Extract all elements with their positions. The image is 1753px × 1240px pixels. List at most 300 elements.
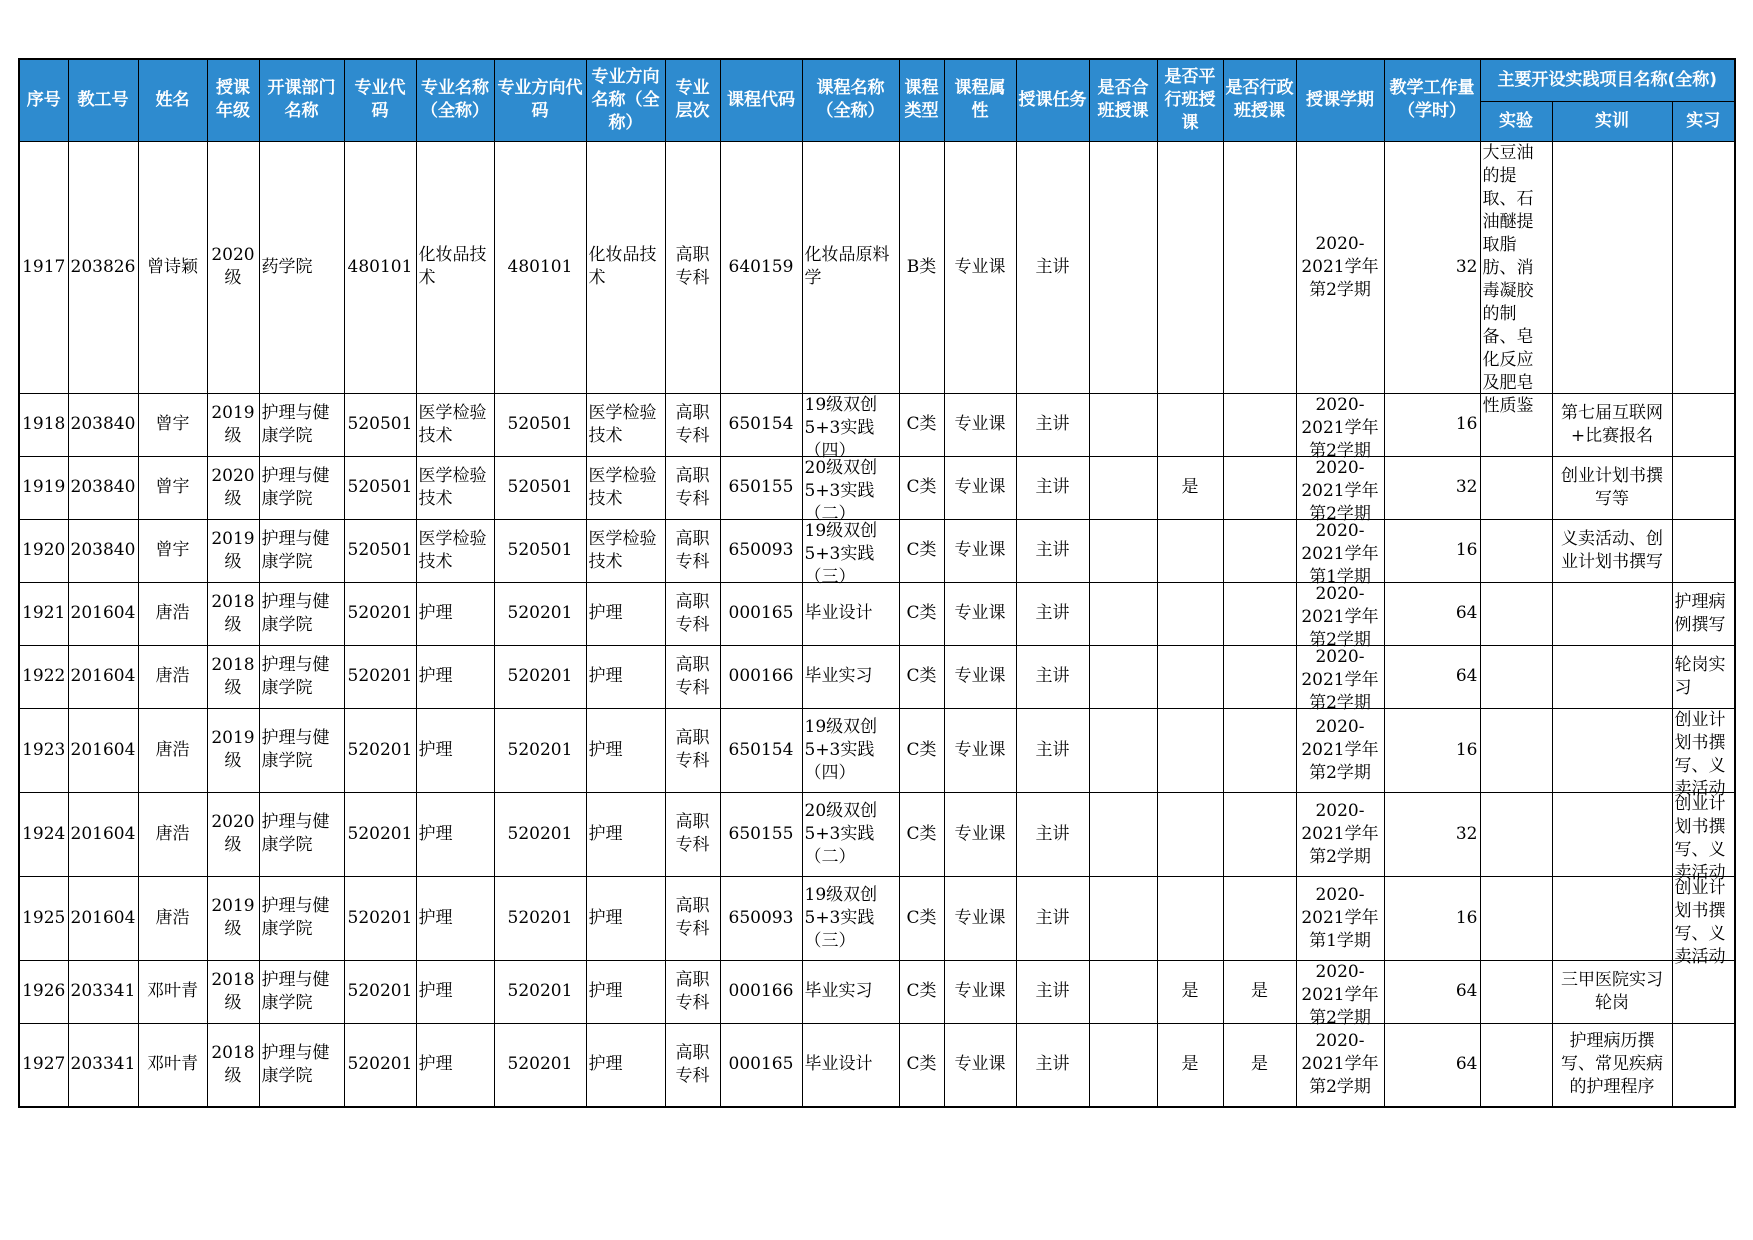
cell-text-staff-id: 203341 — [70, 1054, 136, 1075]
cell-dept — [259, 456, 344, 519]
header-parallel: 是否平行班授课 — [1157, 59, 1223, 141]
cell-text-grade: 2020级 — [211, 245, 255, 288]
cell-text-course-code: 640159 — [728, 256, 794, 277]
cell-seq — [19, 456, 68, 519]
cell-dir-code — [494, 582, 586, 645]
cell-text-dir-code: 520201 — [507, 907, 573, 928]
cell-name — [138, 519, 207, 582]
cell-text-dir-name: 医学检验技术 — [588, 402, 657, 446]
cell-task — [1016, 792, 1089, 876]
cell-text-level: 高职专科 — [675, 728, 710, 771]
cell-internship — [1672, 960, 1735, 1023]
cell-text-staff-id: 203840 — [70, 540, 136, 560]
header-course-attr: 课程属性 — [944, 59, 1016, 141]
cell-text-task: 主讲 — [1035, 1054, 1070, 1075]
cell-text-dir-name: 护理 — [588, 907, 623, 928]
cell-major-name — [416, 393, 494, 456]
table-row — [19, 876, 1735, 960]
cell-staff-id — [68, 456, 138, 519]
cell-course-type — [899, 708, 944, 792]
cell-admin-class — [1223, 708, 1296, 792]
cell-course-attr — [944, 456, 1016, 519]
cell-text-term: 2020-2021学年第2学期 — [1301, 233, 1379, 300]
cell-course-attr — [944, 645, 1016, 708]
cell-internship — [1672, 141, 1735, 393]
cell-hours — [1384, 708, 1480, 792]
cell-dir-code — [494, 393, 586, 456]
cell-merged — [1089, 141, 1157, 393]
cell-experiment — [1480, 876, 1552, 960]
cell-text-course-code: 650155 — [728, 823, 794, 844]
cell-merged — [1089, 456, 1157, 519]
cell-text-term: 2020-2021学年第2学期 — [1301, 647, 1379, 713]
cell-course-attr — [944, 960, 1016, 1023]
cell-text-course-name: 毕业设计 — [804, 1054, 873, 1075]
cell-text-major-code: 520201 — [347, 907, 413, 928]
cell-merged — [1089, 792, 1157, 876]
cell-text-hours: 64 — [1455, 981, 1478, 1001]
cell-text-task: 主讲 — [1035, 477, 1070, 497]
cell-text-staff-id: 203840 — [70, 414, 136, 434]
header-name: 姓名 — [138, 59, 207, 141]
cell-text-dir-name: 护理 — [588, 981, 623, 1001]
cell-major-name — [416, 456, 494, 519]
cell-course-code — [720, 792, 802, 876]
cell-task — [1016, 519, 1089, 582]
cell-text-course-attr: 专业课 — [954, 540, 1006, 560]
cell-text-task: 主讲 — [1035, 256, 1070, 277]
cell-text-dir-name: 护理 — [588, 739, 623, 760]
cell-term — [1296, 645, 1384, 713]
cell-course-code — [720, 582, 802, 645]
cell-text-name: 唐浩 — [155, 603, 190, 623]
cell-text-grade: 2019级 — [211, 728, 255, 771]
cell-text-grade: 2019级 — [211, 528, 255, 572]
header-seq: 序号 — [19, 59, 68, 141]
cell-text-name: 唐浩 — [155, 907, 190, 928]
cell-term — [1296, 519, 1384, 587]
cell-level — [665, 792, 720, 876]
cell-course-code — [720, 1023, 802, 1107]
cell-text-major-name: 医学检验技术 — [418, 465, 487, 509]
cell-text-name: 邓叶青 — [147, 1054, 198, 1075]
cell-seq — [19, 582, 68, 645]
cell-text-dept: 药学院 — [261, 256, 313, 277]
cell-course-code — [720, 960, 802, 1023]
cell-level — [665, 582, 720, 645]
cell-internship — [1672, 1023, 1735, 1107]
cell-grade — [207, 456, 259, 519]
cell-course-attr — [944, 1023, 1016, 1107]
cell-text-course-type: C类 — [906, 739, 937, 760]
cell-course-name — [802, 141, 899, 393]
cell-dir-name — [586, 582, 665, 645]
cell-course-code — [720, 456, 802, 519]
cell-course-name — [802, 708, 899, 792]
cell-text-term: 2020-2021学年第2学期 — [1301, 716, 1379, 783]
cell-text-training: 第七届互联网+比赛报名 — [1561, 402, 1663, 446]
cell-major-name — [416, 792, 494, 876]
cell-dir-name — [586, 141, 665, 393]
cell-text-name: 唐浩 — [155, 823, 190, 844]
cell-course-name — [802, 645, 899, 708]
cell-merged — [1089, 645, 1157, 708]
cell-level — [665, 708, 720, 792]
cell-name — [138, 960, 207, 1023]
cell-grade — [207, 792, 259, 876]
cell-task — [1016, 456, 1089, 519]
cell-text-major-name: 护理 — [418, 603, 453, 623]
cell-text-course-attr: 专业课 — [954, 739, 1006, 760]
cell-text-major-code: 520201 — [347, 981, 413, 1001]
cell-text-course-code: 000166 — [728, 981, 794, 1001]
cell-seq — [19, 792, 68, 876]
cell-text-dir-code: 480101 — [507, 256, 573, 277]
cell-course-attr — [944, 141, 1016, 393]
cell-text-dir-code: 520201 — [507, 739, 573, 760]
cell-text-seq: 1920 — [22, 540, 66, 560]
cell-text-seq: 1921 — [22, 603, 66, 623]
cell-task — [1016, 876, 1089, 960]
cell-text-hours: 32 — [1455, 256, 1478, 277]
cell-text-task: 主讲 — [1035, 666, 1070, 686]
cell-course-name — [802, 960, 899, 1023]
cell-text-major-code: 520501 — [347, 414, 413, 434]
cell-text-dir-name: 护理 — [588, 666, 623, 686]
cell-text-grade: 2019级 — [211, 402, 255, 446]
cell-term — [1296, 708, 1384, 792]
cell-experiment — [1480, 582, 1552, 645]
cell-hours — [1384, 645, 1480, 708]
cell-task — [1016, 960, 1089, 1023]
cell-dir-name — [586, 960, 665, 1023]
cell-text-course-type: B类 — [906, 256, 937, 277]
table-row — [19, 456, 1735, 519]
cell-text-dept: 护理与健康学院 — [261, 812, 330, 855]
cell-text-major-name: 护理 — [418, 666, 453, 686]
cell-text-course-type: C类 — [906, 477, 937, 497]
cell-dir-code — [494, 141, 586, 393]
cell-text-major-name: 护理 — [418, 1054, 453, 1075]
cell-text-dept: 护理与健康学院 — [261, 728, 330, 771]
cell-admin-class — [1223, 792, 1296, 876]
cell-course-code — [720, 645, 802, 708]
cell-course-attr — [944, 876, 1016, 960]
cell-major-name — [416, 519, 494, 582]
cell-internship — [1672, 645, 1735, 708]
cell-admin-class — [1223, 645, 1296, 708]
header-practice-group: 主要开设实践项目名称(全称) — [1480, 59, 1735, 101]
cell-text-term: 2020-2021学年第2学期 — [1301, 584, 1379, 650]
cell-text-dept: 护理与健康学院 — [261, 402, 330, 446]
cell-dept — [259, 582, 344, 645]
cell-text-seq: 1923 — [22, 739, 66, 760]
cell-text-major-name: 护理 — [418, 823, 453, 844]
cell-text-major-code: 520201 — [347, 1054, 413, 1075]
cell-major-code — [344, 960, 416, 1023]
cell-major-name — [416, 645, 494, 708]
cell-text-major-code: 520201 — [347, 603, 413, 623]
cell-term — [1296, 582, 1384, 650]
cell-text-term: 2020-2021学年第1学期 — [1301, 884, 1379, 951]
cell-training — [1552, 1023, 1672, 1107]
cell-dept — [259, 792, 344, 876]
cell-parallel — [1157, 393, 1223, 456]
cell-text-task: 主讲 — [1035, 907, 1070, 928]
cell-text-major-code: 520201 — [347, 823, 413, 844]
cell-internship — [1672, 876, 1735, 967]
cell-staff-id — [68, 519, 138, 582]
cell-major-code — [344, 393, 416, 456]
cell-course-type — [899, 141, 944, 393]
cell-task — [1016, 645, 1089, 708]
cell-seq — [19, 876, 68, 960]
cell-dir-name — [586, 645, 665, 708]
cell-text-name: 唐浩 — [155, 739, 190, 760]
cell-level — [665, 393, 720, 456]
cell-text-dir-name: 护理 — [588, 1054, 623, 1075]
cell-training — [1552, 708, 1672, 792]
cell-text-grade: 2018级 — [211, 591, 255, 635]
header-experiment: 实验 — [1480, 101, 1552, 141]
cell-hours — [1384, 519, 1480, 582]
table-row — [19, 792, 1735, 876]
cell-text-dir-code: 520201 — [507, 603, 573, 623]
cell-text-course-name: 毕业设计 — [804, 603, 873, 623]
cell-seq — [19, 960, 68, 1023]
cell-training — [1552, 792, 1672, 876]
cell-dir-name — [586, 456, 665, 519]
cell-text-dept: 护理与健康学院 — [261, 896, 330, 939]
cell-experiment — [1480, 519, 1552, 582]
cell-parallel — [1157, 792, 1223, 876]
cell-text-dir-code: 520501 — [507, 477, 573, 497]
cell-merged — [1089, 960, 1157, 1023]
cell-experiment — [1480, 141, 1552, 416]
cell-term — [1296, 876, 1384, 960]
cell-text-course-code: 650155 — [728, 477, 794, 497]
cell-course-type — [899, 519, 944, 582]
cell-text-course-attr: 专业课 — [954, 823, 1006, 844]
cell-experiment — [1480, 1023, 1552, 1107]
cell-text-staff-id: 201604 — [70, 603, 136, 623]
cell-training — [1552, 876, 1672, 960]
header-major-name: 专业名称（全称） — [416, 59, 494, 141]
cell-text-training: 三甲医院实习轮岗 — [1561, 969, 1663, 1013]
cell-text-training: 义卖活动、创业计划书撰写 — [1561, 528, 1663, 572]
cell-text-course-code: 000165 — [728, 1054, 794, 1075]
cell-experiment — [1480, 456, 1552, 519]
cell-text-task: 主讲 — [1035, 414, 1070, 434]
header-merged: 是否合班授课 — [1089, 59, 1157, 141]
cell-text-course-type: C类 — [906, 1054, 937, 1075]
cell-dir-name — [586, 708, 665, 792]
cell-dept — [259, 708, 344, 792]
cell-course-name — [802, 582, 899, 645]
cell-text-staff-id: 201604 — [70, 823, 136, 844]
cell-parallel — [1157, 141, 1223, 393]
cell-text-seq: 1922 — [22, 666, 66, 686]
cell-training — [1552, 645, 1672, 708]
cell-text-term: 2020-2021学年第2学期 — [1301, 458, 1379, 524]
cell-parallel — [1157, 519, 1223, 582]
cell-grade — [207, 645, 259, 708]
cell-hours — [1384, 876, 1480, 960]
cell-staff-id — [68, 645, 138, 708]
cell-text-course-attr: 专业课 — [954, 603, 1006, 623]
cell-text-course-name: 化妆品原料学 — [804, 245, 890, 288]
cell-text-course-attr: 专业课 — [954, 1054, 1006, 1075]
cell-dir-code — [494, 456, 586, 519]
cell-internship — [1672, 393, 1735, 456]
cell-text-dept: 护理与健康学院 — [261, 465, 330, 509]
cell-admin-class — [1223, 1023, 1296, 1107]
cell-staff-id — [68, 876, 138, 960]
header-dept: 开课部门名称 — [259, 59, 344, 141]
cell-training — [1552, 519, 1672, 582]
cell-text-seq: 1926 — [22, 981, 66, 1001]
cell-text-major-code: 520501 — [347, 540, 413, 560]
cell-parallel — [1157, 582, 1223, 645]
cell-grade — [207, 960, 259, 1023]
cell-text-major-code: 520201 — [347, 739, 413, 760]
cell-task — [1016, 141, 1089, 393]
cell-dir-code — [494, 792, 586, 876]
cell-text-experiment: 大豆油的提取、石油醚提取脂肪、消毒凝胶的制备、皂化反应及肥皂性质鉴 — [1482, 143, 1534, 416]
cell-text-course-code: 000166 — [728, 666, 794, 686]
cell-level — [665, 519, 720, 582]
cell-parallel — [1157, 456, 1223, 519]
cell-name — [138, 792, 207, 876]
cell-text-level: 高职专科 — [675, 402, 710, 446]
cell-text-hours: 16 — [1455, 907, 1478, 928]
cell-major-code — [344, 792, 416, 876]
cell-text-dept: 护理与健康学院 — [261, 591, 330, 635]
table-row — [19, 582, 1735, 645]
cell-text-course-name: 19级双创5+3实践（三） — [804, 521, 878, 587]
cell-course-attr — [944, 792, 1016, 876]
cell-seq — [19, 1023, 68, 1107]
cell-parallel — [1157, 708, 1223, 792]
table-row — [19, 141, 1735, 393]
cell-dir-code — [494, 960, 586, 1023]
cell-course-type — [899, 1023, 944, 1107]
cell-major-name — [416, 708, 494, 792]
cell-text-grade: 2018级 — [211, 654, 255, 698]
cell-text-term: 2020-2021学年第2学期 — [1301, 1031, 1379, 1098]
cell-text-dept: 护理与健康学院 — [261, 528, 330, 572]
table-row — [19, 708, 1735, 792]
cell-course-type — [899, 582, 944, 645]
cell-merged — [1089, 582, 1157, 645]
cell-term — [1296, 1023, 1384, 1107]
cell-course-name — [802, 393, 899, 461]
cell-grade — [207, 582, 259, 645]
cell-text-grade: 2019级 — [211, 896, 255, 939]
cell-major-code — [344, 582, 416, 645]
cell-course-code — [720, 876, 802, 960]
cell-text-name: 曾宇 — [155, 540, 190, 560]
cell-term — [1296, 960, 1384, 1028]
cell-text-name: 曾宇 — [155, 477, 190, 497]
cell-text-level: 高职专科 — [675, 465, 710, 509]
cell-text-course-name: 毕业实习 — [804, 666, 873, 686]
cell-text-term: 2020-2021学年第2学期 — [1301, 962, 1379, 1028]
cell-dir-code — [494, 645, 586, 708]
cell-dept — [259, 876, 344, 960]
cell-admin-class — [1223, 519, 1296, 582]
header-hours: 教学工作量（学时） — [1384, 59, 1480, 141]
cell-text-dir-code: 520501 — [507, 540, 573, 560]
cell-dept — [259, 645, 344, 708]
cell-text-internship: 创业计划书撰写、义卖活动 — [1674, 710, 1726, 799]
cell-text-course-attr: 专业课 — [954, 256, 1006, 277]
cell-course-code — [720, 141, 802, 393]
cell-text-task: 主讲 — [1035, 603, 1070, 623]
cell-major-code — [344, 519, 416, 582]
cell-course-name — [802, 1023, 899, 1107]
cell-admin-class — [1223, 141, 1296, 393]
cell-text-seq: 1924 — [22, 823, 66, 844]
cell-text-grade: 2018级 — [211, 969, 255, 1013]
cell-text-internship: 创业计划书撰写、义卖活动 — [1674, 878, 1726, 967]
table-row — [19, 519, 1735, 582]
cell-internship — [1672, 519, 1735, 582]
cell-text-course-name: 20级双创5+3实践（二） — [804, 800, 878, 867]
cell-training — [1552, 582, 1672, 645]
cell-text-dir-name: 医学检验技术 — [588, 465, 657, 509]
cell-grade — [207, 708, 259, 792]
cell-internship — [1672, 792, 1735, 883]
cell-task — [1016, 582, 1089, 645]
cell-text-course-code: 650093 — [728, 907, 794, 928]
cell-course-attr — [944, 393, 1016, 456]
cell-dir-name — [586, 876, 665, 960]
cell-text-course-code: 650154 — [728, 414, 794, 434]
cell-text-major-code: 520201 — [347, 666, 413, 686]
cell-name — [138, 708, 207, 792]
header-dir-name: 专业方向名称（全称） — [586, 59, 665, 141]
cell-text-course-code: 000165 — [728, 603, 794, 623]
cell-grade — [207, 519, 259, 582]
cell-text-course-attr: 专业课 — [954, 477, 1006, 497]
cell-text-term: 2020-2021学年第2学期 — [1301, 800, 1379, 867]
cell-text-course-attr: 专业课 — [954, 981, 1006, 1001]
cell-admin-class — [1223, 582, 1296, 645]
cell-merged — [1089, 708, 1157, 792]
cell-course-name — [802, 519, 899, 587]
cell-level — [665, 456, 720, 519]
header-course-type: 课程类型 — [899, 59, 944, 141]
cell-text-dir-name: 化妆品技术 — [588, 245, 657, 288]
cell-name — [138, 456, 207, 519]
cell-text-term: 2020-2021学年第1学期 — [1301, 521, 1379, 587]
table-row — [19, 393, 1735, 456]
header-grade: 授课年级 — [207, 59, 259, 141]
cell-text-seq: 1918 — [22, 414, 66, 434]
cell-text-course-attr: 专业课 — [954, 666, 1006, 686]
cell-task — [1016, 393, 1089, 456]
cell-training — [1552, 393, 1672, 456]
cell-text-course-name: 19级双创5+3实践（四） — [804, 395, 878, 461]
cell-text-course-name: 毕业实习 — [804, 981, 873, 1001]
cell-text-course-type: C类 — [906, 666, 937, 686]
course-practice-table — [18, 58, 1736, 1108]
cell-staff-id — [68, 141, 138, 393]
cell-major-code — [344, 141, 416, 393]
table-row — [19, 1023, 1735, 1107]
cell-text-staff-id: 201604 — [70, 739, 136, 760]
